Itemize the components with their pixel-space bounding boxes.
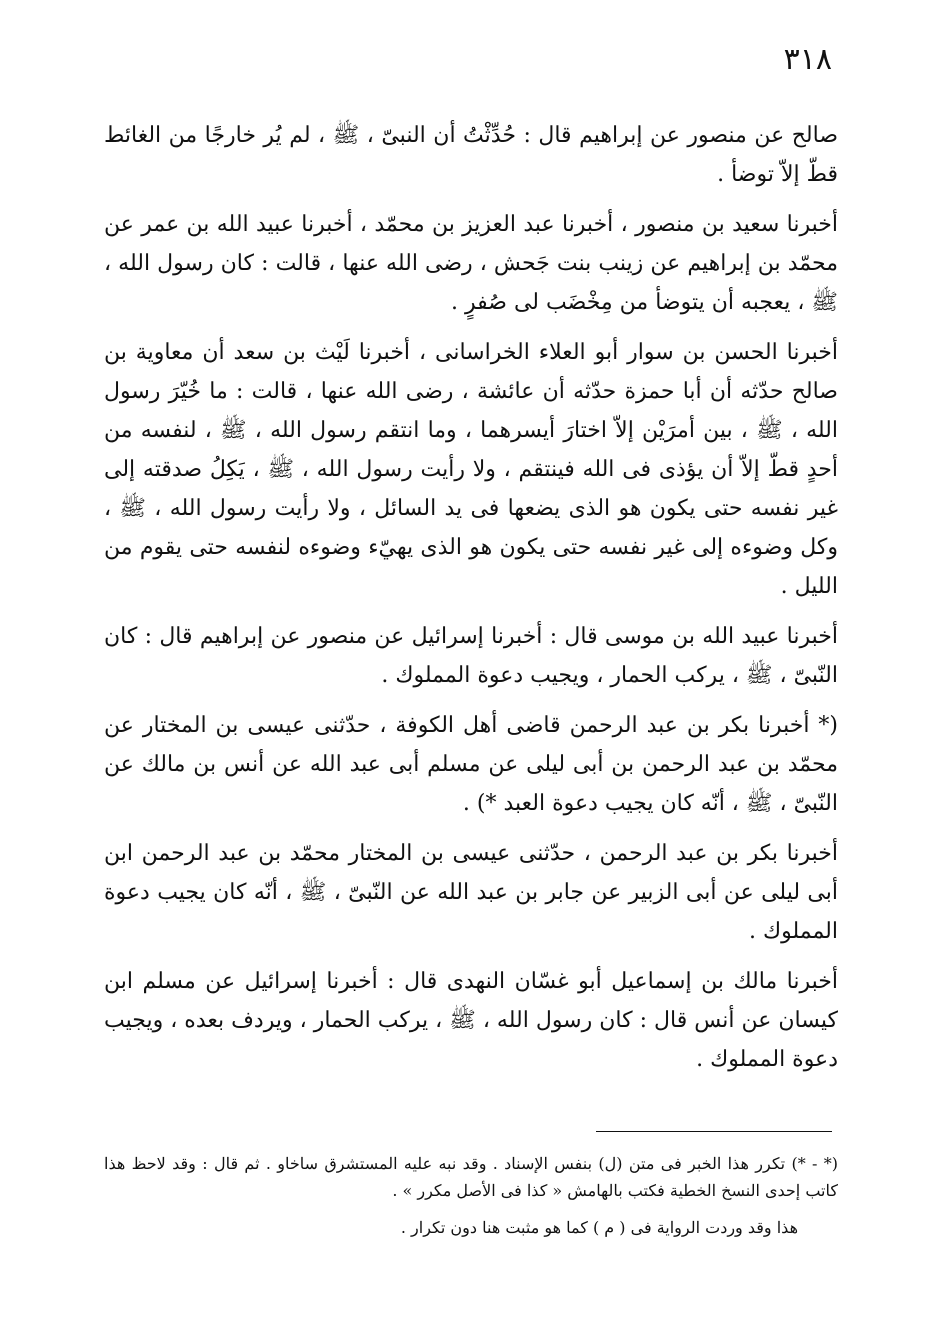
footnote-1: (* - *) تكرر هذا الخبر فى متن (ل) بنفس الإسناد . وقد نبه عليه المستشرق ساخاو . ثم قال : وقد لاحظ هذا كاتب إحدى النسخ الخطية فكتب بالهامش « كذا فى الأصل مكرر » .: [104, 1154, 838, 1200]
paragraph-6: أخبرنا بكر بن عبد الرحمن ، حدّثنى عيسى بن المختار محمّد بن عبد الرحمن ابن أبى ليلى عن أبى الزبير عن جابر بن عبد الله عن النّبىّ ، ﷺ ، أنّه كان يجيب دعوة المملوك .: [104, 841, 838, 944]
paragraph-5: (* أخبرنا بكر بن عبد الرحمن قاضى أهل الكوفة ، حدّثنى عيسى بن المختار عن محمّد بن عبد الرحمن بن أبى ليلى عن مسلم أبى عبد الله عن أنس بن مالك عن النّبىّ ، ﷺ ، أنّه كان يجيب دعوة العبد *) .: [104, 713, 838, 816]
paragraph-1: صالح عن منصور عن إبراهيم قال : حُدِّثْتُ أن النبىّ ، ﷺ ، لم يُر خارجًا من الغائط قطّ إلاّ توضأ .: [104, 123, 838, 187]
page-number: ٣١٨: [783, 42, 832, 77]
footnote-divider: [596, 1131, 832, 1132]
paragraph-7: أخبرنا مالك بن إسماعيل أبو غسّان النهدى قال : أخبرنا إسرائيل عن مسلم ابن كيسان عن أنس قال : كان رسول الله ، ﷺ ، يركب الحمار ، ويردف بعده ، ويجيب دعوة المملوك .: [104, 969, 838, 1072]
paragraph-3: أخبرنا الحسن بن سوار أبو العلاء الخراسانى ، أخبرنا لَيْث بن سعد أن معاوية بن صالح حدّثه أن أبا حمزة حدّثه أن عائشة ، رضى الله عنها ، قالت : ما خُيّرَ رسول الله ، ﷺ ، بين أمرَيْن إلاّ اختارَ أيسرهما ، وما انتقم رسول الله ، ﷺ ، لنفسه من أحدٍ قطّ إلاّ أن يؤذى فى الله فينتقم ، ولا رأيت رسول الله ، ﷺ ، يَكِلُ صدقته إلى غير نفسه حتى يكون هو الذى يضعها فى يد السائل ، ولا رأيت رسول الله ، ﷺ ، وكل وضوءه إلى غير نفسه حتى يكون هو الذى يهيّء وضوءه لنفسه حتى يقوم من الليل .: [104, 340, 838, 599]
paragraph-4: أخبرنا عبيد الله بن موسى قال : أخبرنا إسرائيل عن منصور عن إبراهيم قال : كان النّبىّ ، ﷺ ، يركب الحمار ، ويجيب دعوة المملوك .: [104, 624, 838, 688]
main-text: [104, 116, 838, 1090]
paragraph-2: أخبرنا سعيد بن منصور ، أخبرنا عبد العزيز بن محمّد ، أخبرنا عبيد الله بن عمر عن محمّد بن إبراهيم عن زينب بنت جَحش ، رضى الله عنها ، قالت : كان رسول الله ، ﷺ ، يعجبه أن يتوضأ من مِخْضَب لى صُفرٍ .: [104, 212, 838, 315]
footnote-2: هذا وقد وردت الرواية فى ( م ) كما هو مثبت هنا دون تكرار .: [400, 1218, 798, 1237]
footnotes: [104, 1150, 838, 1251]
